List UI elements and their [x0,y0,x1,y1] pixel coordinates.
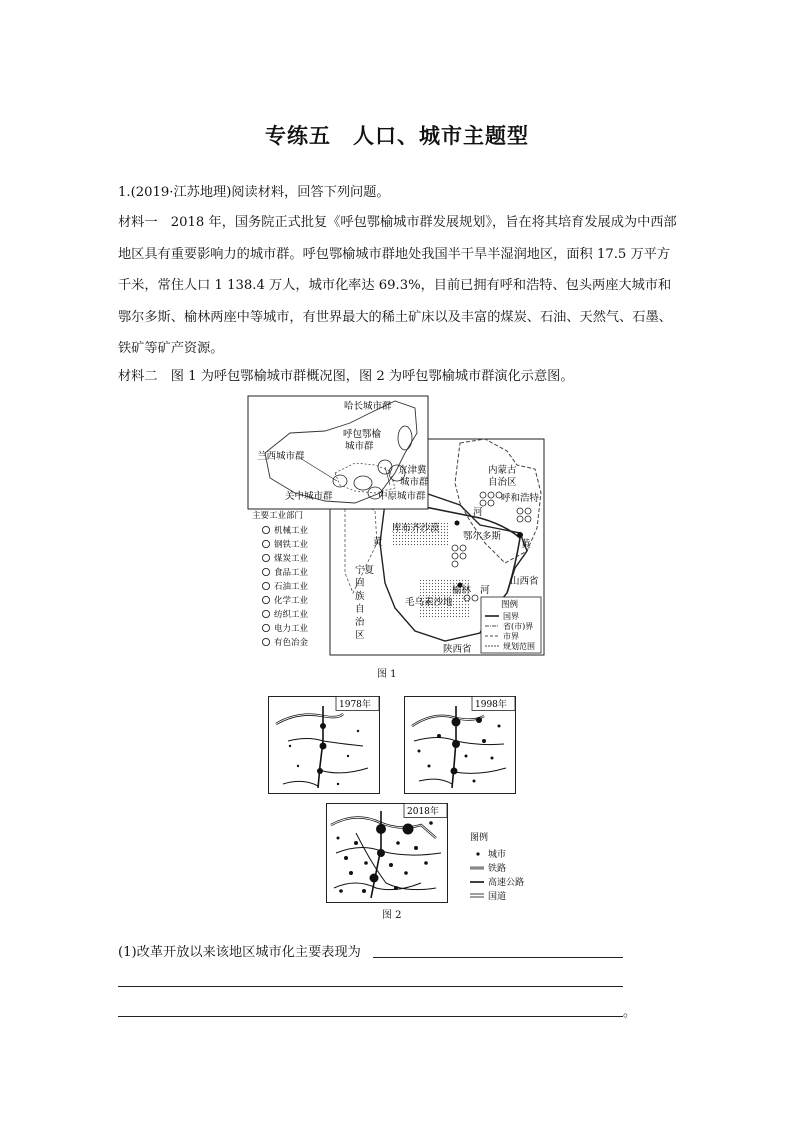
year-1998: 1998年 [475,700,507,710]
legend-shengjie: 省(市)界 [503,622,534,631]
industry-shiyou: 石油工业 [274,582,309,592]
fig2-legend-railway: 铁路 [488,864,507,874]
label-huang-west: 黄 [373,537,383,548]
end-mark: 。 [623,1005,637,1020]
label-lanxi: 兰西城市群 [257,451,305,462]
legend-guojie: 国界 [503,612,519,621]
figure-2-map-1998 [404,696,516,794]
year-2018: 2018年 [407,807,439,817]
label-zhongyuan: 中原城市群 [378,491,426,502]
map-legend-title: 图例 [501,600,519,610]
material-one-text: 材料一 2018 年，国务院正式批复《呼包鄂榆城市群发展规划》，旨在将其培育发展成为中西部地区具有重要影响力的城市群。呼包鄂榆城市群地处我国半干旱半湿润地区，面积 17.5 万平方千米，常住人口 1 138.4 万人，城市化率达 69.3%，目前已拥有呼和浩特、包头两座大城市和鄂尔多斯、榆林两座中等城市，有世界最大的稀土矿床以及丰富的煤炭、石油、天然气、石墨、铁矿等矿产资源。 [118,215,677,356]
label-jjj-chengshiqun: 城市群 [400,477,429,488]
industry-fangzhi: 纺织工业 [274,610,309,620]
label-hui: 回 [355,578,365,589]
label-zi: 自 [355,604,365,615]
industry-gangtie: 钢铁工业 [274,540,309,550]
answer-line-1[interactable] [373,957,623,958]
answer-line-2[interactable] [118,986,623,987]
legend-shijie: 市界 [503,632,519,641]
label-he-south: 河 [480,585,490,596]
fig2-legend-title: 图例 [470,833,489,843]
industry-shipin: 食品工业 [274,568,309,578]
label-zhi: 治 [355,617,365,628]
figure-2-map-2018 [326,803,448,903]
label-chengshiqun: 城市群 [345,441,374,452]
legend-guihua: 规划范围 [503,642,535,651]
label-shaanxi: 陕西省 [443,644,472,655]
label-hubaoeyu: 呼包鄂榆 [343,429,382,440]
label-he-north: 河 [473,507,483,518]
industry-youse: 有色冶金 [274,638,309,648]
label-zu: 族 [355,591,365,602]
label-hachang: 哈长城市群 [344,401,392,412]
figure-2-map-1978 [268,696,380,794]
question-1-text: (1)改革开放以来该地区城市化主要表现为 [118,945,361,960]
fig2-legend-expressway: 高速公路 [488,878,525,888]
label-shanxi: 山西省 [510,576,539,587]
industry-legend [250,508,332,648]
question-intro: 1.(2019·江苏地理)阅读材料，回答下列问题。 [118,185,390,200]
fig2-legend-national-road: 国道 [488,892,507,902]
page-title: 专练五 人口、城市主题型 [265,124,529,148]
label-kubuqi: 库布齐沙漠 [392,523,440,534]
label-eerduosi: 鄂尔多斯 [463,531,502,542]
industry-huaxue: 化学工业 [274,596,309,606]
label-zizhiqu: 自治区 [488,477,517,488]
label-huang-east: 黄 [521,539,531,550]
industry-meitan: 煤炭工业 [274,554,309,564]
label-huhehaote: 呼和浩特 [501,493,540,504]
material-two-text: 材料二 图 1 为呼包鄂榆城市群概况图，图 2 为呼包鄂榆城市群演化示意图。 [118,369,574,384]
fig2-legend-city: 城市 [488,850,507,860]
figure-1-caption: 图 1 [377,669,397,680]
figure-2-caption: 图 2 [382,910,402,921]
label-maowusu: 毛乌素沙地 [405,597,453,608]
industry-dianli: 电力工业 [274,624,309,634]
answer-line-3[interactable] [118,1016,623,1017]
label-ningxia: 宁夏 [355,565,375,576]
label-neimenggu: 内蒙古 [488,465,517,476]
industry-legend-title: 主要工业部门 [252,511,304,521]
industry-jixie: 机械工业 [274,526,309,536]
label-guanzhong: 关中城市群 [285,491,333,502]
year-1978: 1978年 [339,700,371,710]
label-jingjinji: 京津冀 [398,465,427,476]
label-yulin: 榆林 [452,585,472,596]
figure-2-legend [470,830,540,910]
label-qu: 区 [355,630,365,641]
